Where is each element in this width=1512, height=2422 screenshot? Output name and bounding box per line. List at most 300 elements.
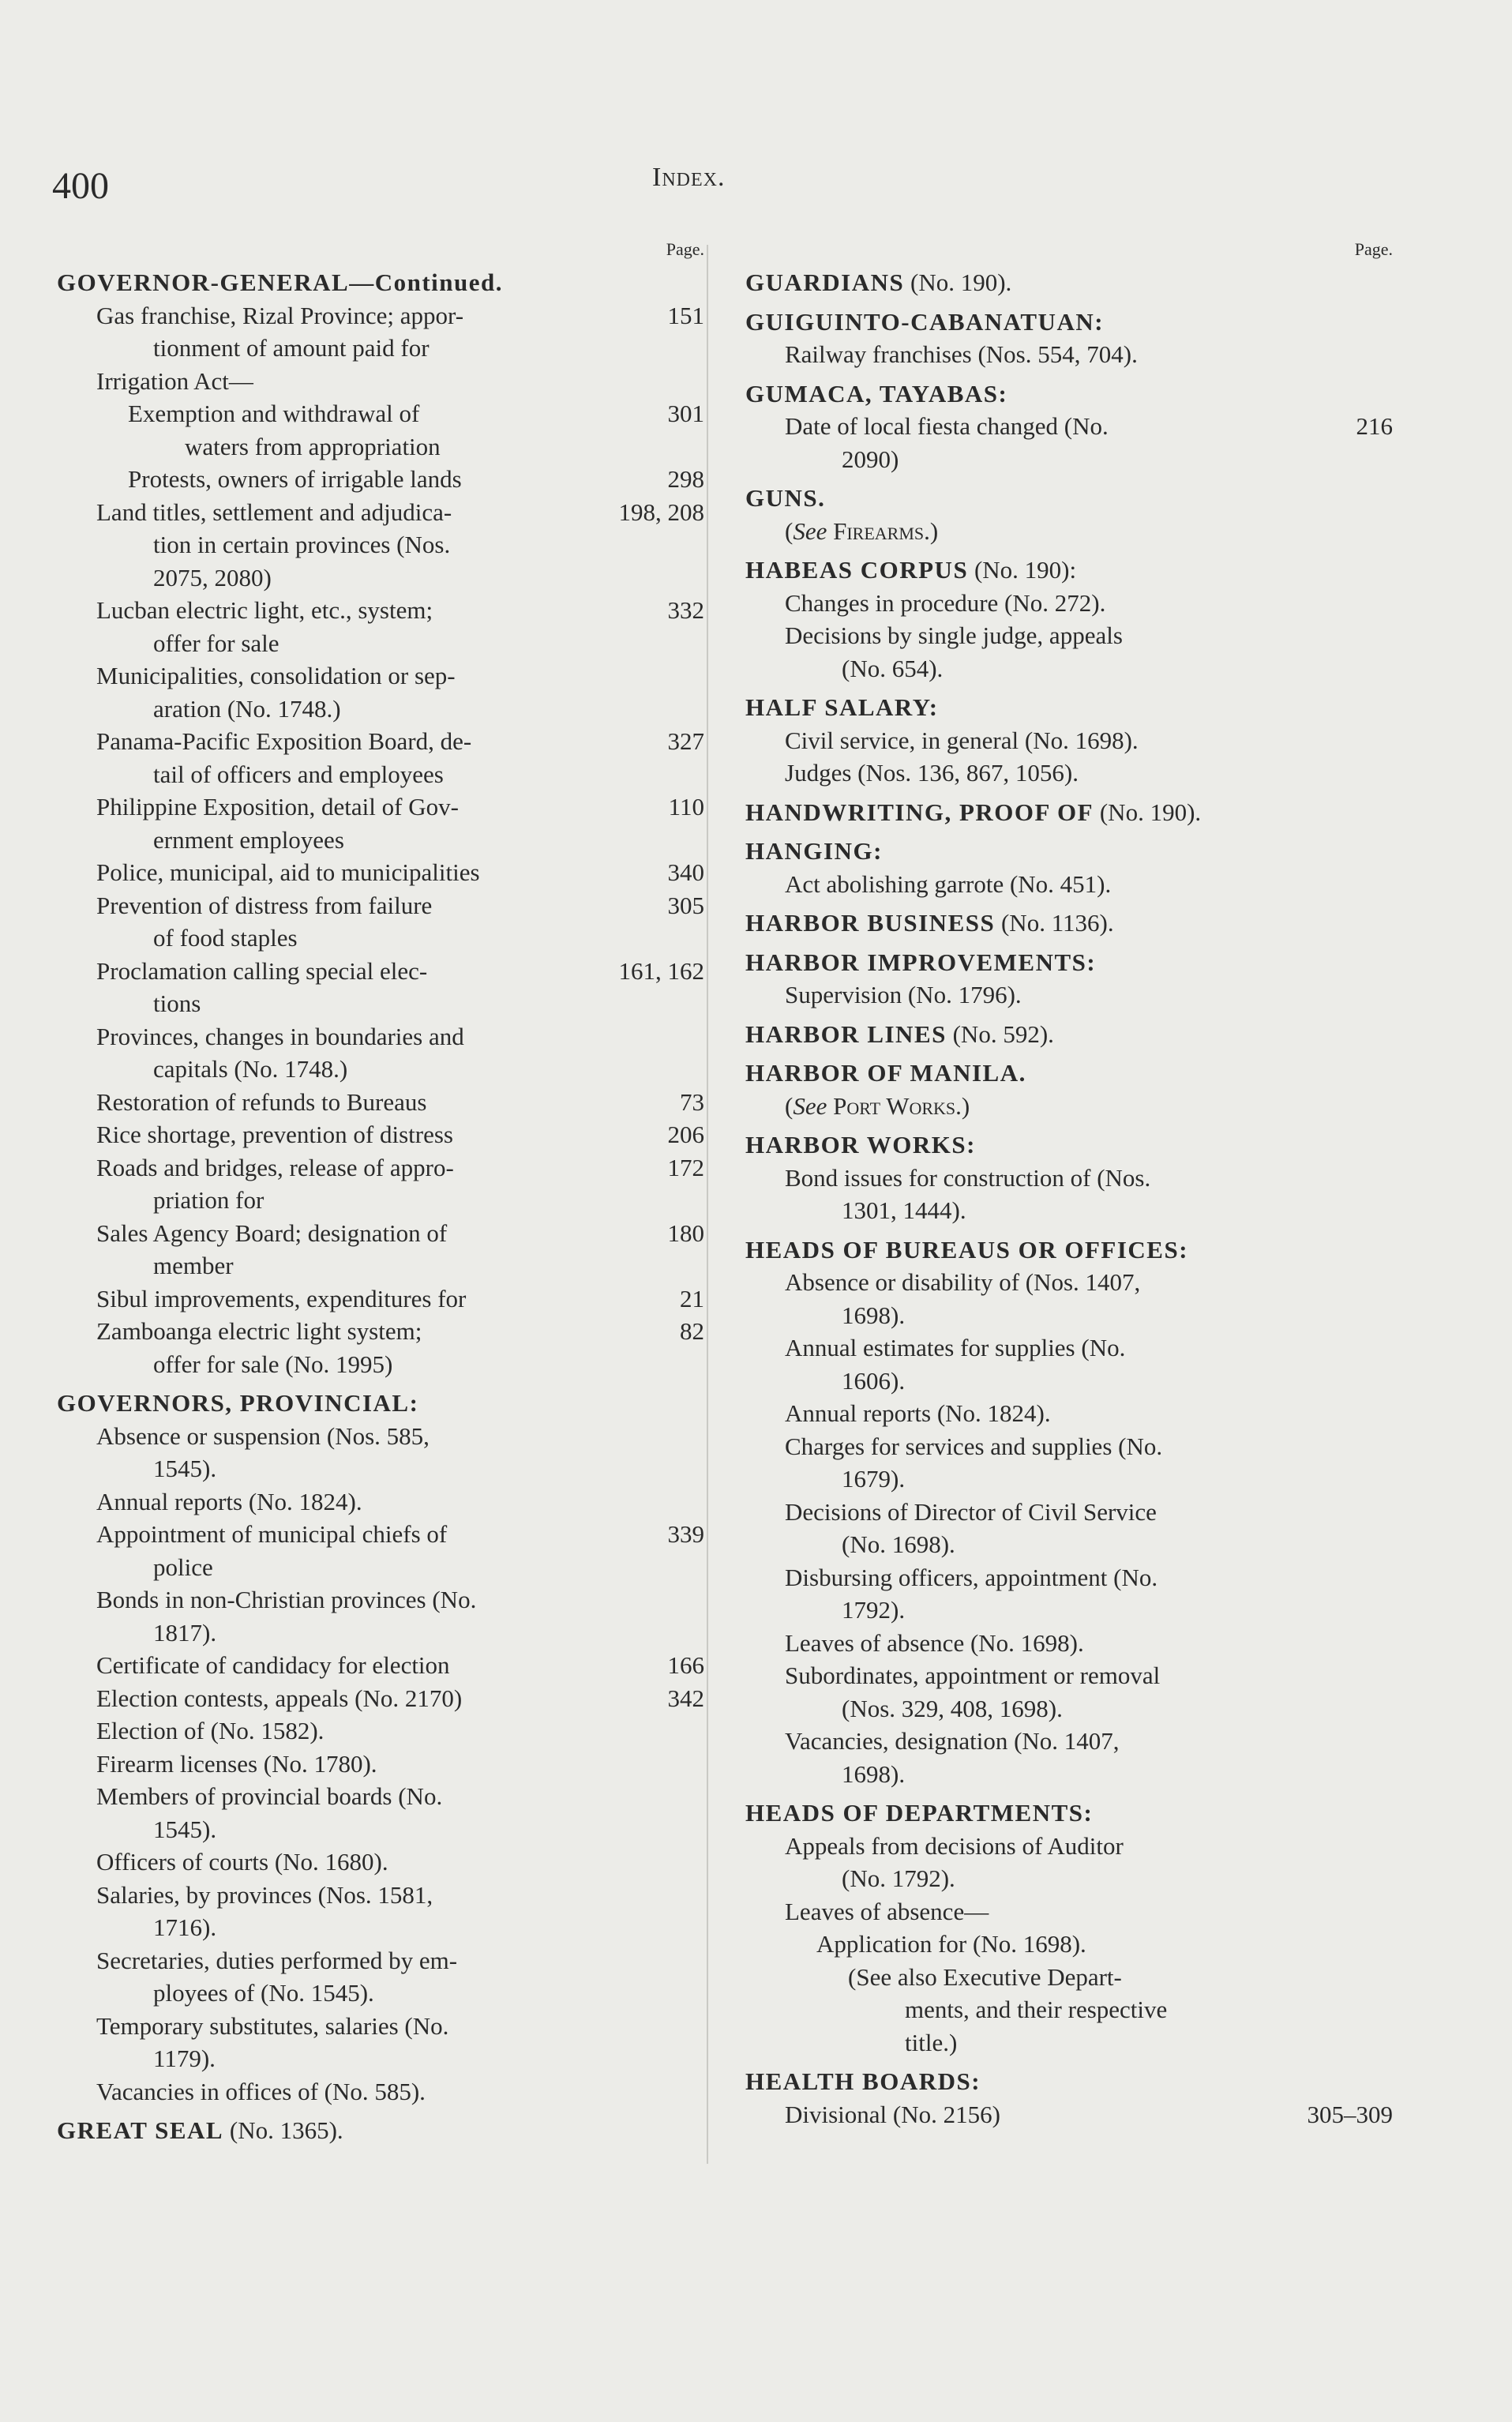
- subentry-text: [848, 1961, 1304, 2060]
- subentry-text: [96, 1780, 616, 1846]
- subentry-line: Roads and bridges, release of appro-: [96, 1153, 454, 1181]
- headword-reference: (No. 190):: [968, 556, 1077, 584]
- entry-heading: [57, 2114, 704, 2147]
- subentry-text: [96, 1151, 616, 1217]
- page-reference: 332: [667, 596, 704, 624]
- subentry-line: tions: [153, 989, 201, 1017]
- subentry-line: Charges for services and supplies (No.: [785, 1432, 1163, 1460]
- subentry-line: Civil service, in general (No. 1698).: [785, 726, 1139, 754]
- index-entry: [57, 1387, 704, 2108]
- subentry-line: Supervision (No. 1796).: [785, 981, 1022, 1008]
- subentry: [745, 338, 1393, 371]
- subentry-text: [96, 790, 616, 856]
- subentry-line: Disbursing officers, appointment (No.: [785, 1563, 1158, 1591]
- subentry-line: Decisions of Director of Civil Service: [785, 1497, 1157, 1526]
- headword: GUNS.: [745, 484, 826, 512]
- subentry-text: [96, 1714, 616, 1748]
- subentry: [57, 1086, 704, 1119]
- index-entry: [745, 377, 1393, 476]
- page-number: 400: [52, 165, 109, 207]
- subentry-line: Certificate of candidacy for election: [96, 1651, 450, 1679]
- subentry: [57, 496, 704, 595]
- subentry: [745, 1430, 1393, 1496]
- subentry-text: [785, 1162, 1304, 1227]
- subentry-line: Philippine Exposition, detail of Gov-: [96, 793, 459, 820]
- subentry: [745, 1830, 1393, 1895]
- subentry-line: tionment of amount paid for: [153, 334, 430, 362]
- entry-spacer: [745, 1012, 1393, 1018]
- entry-spacer: [745, 1050, 1393, 1057]
- subentry: [57, 1485, 704, 1519]
- subentry: [745, 1561, 1393, 1627]
- subentry-line: member: [153, 1252, 234, 1279]
- subentry-text: [785, 1331, 1304, 1397]
- subentry: [745, 1397, 1393, 1430]
- subentry: [745, 1266, 1393, 1331]
- entry-spacer: [745, 940, 1393, 946]
- entry-heading: [57, 1387, 704, 1420]
- page-reference: 21: [680, 1284, 704, 1312]
- subentry-line: Appointment of municipal chiefs of: [96, 1520, 448, 1548]
- index-entry: [745, 1128, 1393, 1227]
- subentry: [57, 1879, 704, 1944]
- page-reference: 198, 208: [618, 498, 704, 526]
- entry-spacer: [57, 2147, 704, 2154]
- subentry: [57, 1151, 704, 1217]
- headword-reference: (No. 190).: [1094, 798, 1202, 826]
- subentry-line: Annual reports (No. 1824).: [785, 1399, 1051, 1427]
- page-reference: 73: [680, 1087, 704, 1116]
- subentry-line: Leaves of absence (No. 1698).: [785, 1628, 1084, 1657]
- subentry-line: 1698).: [842, 1301, 906, 1329]
- entry-spacer: [745, 2059, 1393, 2065]
- index-entry: [57, 266, 704, 1380]
- subentry-text: [785, 978, 1304, 1012]
- headword-reference: (No. 190).: [904, 268, 1012, 296]
- subentry: [57, 1518, 704, 1583]
- entry-heading: [745, 1128, 1393, 1162]
- see-label: See: [793, 516, 827, 545]
- subentry-text: [785, 1659, 1304, 1725]
- headword: GOVERNOR-GENERAL—Continued.: [57, 268, 503, 296]
- subentry-text: [96, 1420, 616, 1485]
- subentry: [745, 757, 1393, 790]
- headword: HARBOR BUSINESS: [745, 909, 996, 937]
- subentry: [57, 594, 704, 659]
- subentry: [745, 724, 1393, 757]
- subentry-line: Protests, owners of irrigable lands: [128, 465, 462, 493]
- subentry-line: offer for sale: [153, 629, 280, 657]
- index-entry: [745, 835, 1393, 900]
- see-target: Firearms: [833, 516, 925, 545]
- subentry-line: Panama-Pacific Exposition Board, de-: [96, 727, 472, 755]
- subentry-line: Annual reports (No. 1824).: [96, 1487, 362, 1515]
- cross-reference: (See Firearms.): [785, 516, 939, 545]
- entry-spacer: [745, 1122, 1393, 1128]
- subentry: [57, 1217, 704, 1282]
- index-entry: [745, 266, 1393, 299]
- headword: HARBOR WORKS:: [745, 1131, 976, 1158]
- subentry-text: [785, 1397, 1304, 1430]
- entry-heading: [57, 266, 704, 299]
- headword: GOVERNORS, PROVINCIAL:: [57, 1389, 419, 1417]
- subentry-line: (No. 654).: [842, 654, 944, 682]
- subentry-text: [128, 463, 616, 496]
- subentry-text: [96, 955, 616, 1020]
- subentry: [57, 463, 704, 496]
- subentry-text: [96, 2075, 616, 2108]
- right-column: [745, 233, 1393, 2137]
- subentry-line: 1716).: [153, 1913, 217, 1941]
- subentry-line: Officers of courts (No. 1680).: [96, 1848, 388, 1876]
- subentry-text: [816, 1928, 1304, 1961]
- headword: HARBOR LINES: [745, 1019, 947, 1048]
- subentry-line: Subordinates, appointment or removal: [785, 1662, 1161, 1689]
- entry-spacer: [745, 685, 1393, 691]
- subentry-line: (No. 1698).: [842, 1530, 955, 1558]
- subentry-text: [128, 397, 616, 463]
- subentry: [57, 397, 704, 463]
- subentry-line: (No. 1792).: [842, 1864, 955, 1892]
- subentry: [745, 1895, 1393, 1928]
- index-entries: [745, 266, 1393, 2137]
- cross-reference: (See Port Works.): [785, 1091, 970, 1120]
- subentry: [57, 1583, 704, 1649]
- entry-heading: [745, 907, 1393, 940]
- subentry: [57, 365, 704, 398]
- subentry-text: [96, 496, 616, 595]
- entry-heading: [745, 946, 1393, 979]
- entry-spacer: [745, 371, 1393, 377]
- subentry-line: of food staples: [153, 924, 298, 952]
- subentry: [57, 790, 704, 856]
- page-column-label: Page.: [666, 239, 704, 259]
- subentry-text: [96, 889, 616, 955]
- headword-reference: (No. 592).: [946, 1019, 1054, 1048]
- index-entry: [745, 691, 1393, 790]
- entry-heading: [745, 1057, 1393, 1090]
- subentry-line: Gas franchise, Rizal Province; appor-: [96, 301, 464, 329]
- subentry-text: [785, 2098, 1304, 2131]
- subentry-line: 1698).: [842, 1759, 906, 1788]
- subentry-text: [785, 1627, 1304, 1660]
- subentry-line: Leaves of absence—: [785, 1897, 989, 1925]
- subentry-line: Temporary substitutes, salaries (No.: [96, 2011, 449, 2040]
- subentry-line: ments, and their respective: [905, 1996, 1168, 2023]
- subentry: [745, 1928, 1393, 1961]
- subentry-line: tail of officers and employees: [153, 760, 444, 788]
- subentry-line: Members of provincial boards (No.: [96, 1782, 443, 1810]
- subentry-line: Date of local fiesta changed (No.: [785, 412, 1109, 440]
- entry-spacer: [57, 2108, 704, 2114]
- subentry-line: 1301, 1444).: [842, 1196, 966, 1224]
- subentry: [57, 1944, 704, 2010]
- index-entry: [745, 554, 1393, 685]
- subentry-line: 1606).: [842, 1366, 906, 1395]
- subentry-line: Decisions by single judge, appeals: [785, 621, 1123, 649]
- subentry-text: [785, 1725, 1304, 1790]
- subentry-line: Exemption and withdrawal of: [128, 400, 420, 427]
- subentry-text: [96, 659, 616, 725]
- page-reference: 166: [667, 1651, 704, 1679]
- index-entry: [57, 2114, 704, 2147]
- page-reference: 206: [667, 1121, 704, 1148]
- subentry-line: title.): [905, 2028, 958, 2056]
- subentry: [745, 1659, 1393, 1725]
- subentry-text: [785, 619, 1304, 685]
- subentry: [57, 1315, 704, 1380]
- subentry: [57, 1714, 704, 1748]
- index-entry: [745, 1234, 1393, 1791]
- entry-spacer: [745, 2131, 1393, 2137]
- subentry-text: [96, 1879, 616, 1944]
- subentry: [745, 1496, 1393, 1561]
- subentry-text: [96, 299, 616, 365]
- subentry: [745, 868, 1393, 901]
- subentry-line: Absence or disability of (Nos. 1407,: [785, 1268, 1141, 1296]
- subentry-text: [96, 1217, 616, 1282]
- page-reference: 301: [667, 400, 704, 427]
- index-entry: [745, 482, 1393, 547]
- index-entry: [745, 796, 1393, 829]
- entry-spacer: [745, 475, 1393, 482]
- subentry-text: [785, 410, 1304, 475]
- subentry-text: [96, 1518, 616, 1583]
- subentry-line: capitals (No. 1748.): [153, 1055, 348, 1083]
- entry-heading: [745, 2065, 1393, 2098]
- entry-heading: [745, 266, 1393, 299]
- subentry-text: [96, 1944, 616, 2010]
- index-entry: [745, 907, 1393, 940]
- subentry-line: 1545).: [153, 1455, 217, 1482]
- subentry-line: 1179).: [153, 2045, 216, 2072]
- subentry-line: Election of (No. 1582).: [96, 1717, 325, 1744]
- subentry-line: Appeals from decisions of Auditor: [785, 1831, 1124, 1860]
- subentry-text: [96, 1846, 616, 1879]
- subentry-line: Election contests, appeals (No. 2170): [96, 1684, 463, 1712]
- entry-spacer: [745, 1790, 1393, 1797]
- subentry: [57, 1780, 704, 1846]
- page-reference: 342: [667, 1684, 704, 1712]
- subentry: [57, 659, 704, 725]
- subentry-line: Firearm licenses (No. 1780).: [96, 1749, 377, 1778]
- subentry: [57, 299, 704, 365]
- index-entry: [745, 306, 1393, 371]
- subentry-text: [96, 365, 616, 398]
- subentry-line: Salaries, by provinces (Nos. 1581,: [96, 1880, 433, 1909]
- subentry-line: Vacancies in offices of (No. 585).: [96, 2077, 426, 2105]
- subentry-line: police: [153, 1553, 213, 1581]
- subentry-line: Zamboanga electric light system;: [96, 1317, 422, 1345]
- subentry-text: [785, 1561, 1304, 1627]
- subentry-text: [96, 1020, 616, 1086]
- entry-heading: [745, 554, 1393, 587]
- page-reference: 298: [667, 465, 704, 493]
- subentry: [57, 1682, 704, 1715]
- entry-spacer: [745, 547, 1393, 554]
- subentry-text: [96, 856, 616, 889]
- subentry-line: Absence or suspension (Nos. 585,: [96, 1421, 430, 1450]
- subentry: [745, 587, 1393, 620]
- subentry-line: Prevention of distress from failure: [96, 891, 433, 919]
- subentry-text: [785, 1266, 1304, 1331]
- subentry: [745, 1961, 1393, 2060]
- entry-heading: [745, 796, 1393, 829]
- subentry-line: Application for (No. 1698).: [816, 1930, 1086, 1958]
- subentry-line: 1679).: [842, 1465, 906, 1493]
- subentry: [57, 725, 704, 790]
- index-entry: [745, 2065, 1393, 2131]
- see-suffix: .): [955, 1091, 970, 1120]
- headword: HEADS OF DEPARTMENTS:: [745, 1799, 1094, 1827]
- subentry-text: [96, 1682, 616, 1715]
- subentry-line: 1817).: [153, 1618, 217, 1647]
- subentry-line: 2075, 2080): [153, 563, 272, 591]
- entry-heading: [745, 1234, 1393, 1267]
- entry-heading: [745, 377, 1393, 411]
- entry-heading: [745, 482, 1393, 515]
- subentry-text: [785, 587, 1304, 620]
- column-divider: [707, 245, 708, 2164]
- index-entry: [745, 1018, 1393, 1051]
- page-reference: 305: [667, 891, 704, 919]
- subentry-text: [96, 1282, 616, 1316]
- subentry: [57, 1748, 704, 1781]
- headword-reference: (No. 1136).: [995, 909, 1114, 937]
- page-reference: 172: [667, 1153, 704, 1181]
- subentry-line: Restoration of refunds to Bureaus: [96, 1087, 427, 1116]
- subentry: [745, 1725, 1393, 1790]
- subentry-line: Vacancies, designation (No. 1407,: [785, 1727, 1120, 1755]
- subentry: [57, 1118, 704, 1151]
- subentry-line: Bonds in non-Christian provinces (No.: [96, 1586, 477, 1613]
- headword: HEALTH BOARDS:: [745, 2067, 981, 2095]
- subentry-line: 1792).: [842, 1596, 906, 1624]
- headword: HEADS OF BUREAUS OR OFFICES:: [745, 1235, 1189, 1264]
- headword: HABEAS CORPUS: [745, 556, 969, 584]
- subentry-text: [96, 1086, 616, 1119]
- subentry-line: Provinces, changes in boundaries and: [96, 1022, 464, 1050]
- subentry-line: (See also Executive Depart-: [848, 1962, 1122, 1991]
- subentry-line: Rice shortage, prevention of distress: [96, 1121, 453, 1148]
- subentry-line: waters from appropriation: [185, 432, 441, 460]
- page-reference: 110: [668, 793, 704, 820]
- subentry-text: [785, 1895, 1304, 1928]
- subentry-text: [785, 338, 1304, 371]
- subentry: [57, 1282, 704, 1316]
- subentry-line: Changes in procedure (No. 272).: [785, 588, 1106, 617]
- see-target: Port Works: [833, 1091, 956, 1120]
- see-suffix: .): [924, 516, 939, 545]
- subentry-line: Municipalities, consolidation or sep-: [96, 662, 456, 689]
- subentry-line: 2090): [842, 445, 899, 473]
- subentry: [57, 955, 704, 1020]
- subentry-line: Proclamation calling special elec-: [96, 956, 428, 985]
- subentry-text: [96, 1485, 616, 1519]
- page-column-label: Page.: [1354, 239, 1393, 259]
- subentry: [57, 1846, 704, 1879]
- subentry-text: [96, 1748, 616, 1781]
- subentry: [57, 2010, 704, 2075]
- subentry: [745, 2098, 1393, 2131]
- left-column: [57, 233, 704, 2154]
- entry-heading: [745, 1797, 1393, 1830]
- subentry-line: Sibul improvements, expenditures for: [96, 1284, 467, 1312]
- headword: HANGING:: [745, 837, 883, 865]
- page-reference: 339: [667, 1520, 704, 1548]
- subentry-text: [96, 725, 616, 790]
- subentry: [745, 1627, 1393, 1660]
- subentry-line: offer for sale (No. 1995): [153, 1350, 393, 1378]
- subentry: [745, 410, 1393, 475]
- entry-spacer: [745, 1227, 1393, 1234]
- subentry-text: [96, 1649, 616, 1682]
- subentry-line: Act abolishing garrote (No. 451).: [785, 869, 1112, 898]
- headword: GUMACA, TAYABAS:: [745, 379, 1008, 407]
- subentry: [745, 1162, 1393, 1227]
- entry-spacer: [57, 1380, 704, 1387]
- subentry: [745, 1331, 1393, 1397]
- subentry-line: Police, municipal, aid to municipalities: [96, 858, 480, 886]
- index-entry: [745, 1797, 1393, 2059]
- entry-heading: [745, 835, 1393, 868]
- subentry-text: [785, 868, 1304, 901]
- page-reference: 161, 162: [618, 956, 704, 985]
- subentry-line: Divisional (No. 2156): [785, 2100, 1000, 2128]
- page-reference: 151: [667, 301, 704, 329]
- subentry-text: [785, 1430, 1304, 1496]
- subentry-text: [96, 594, 616, 659]
- index-entry: [745, 946, 1393, 1012]
- index-entry: [745, 1057, 1393, 1122]
- headword: HARBOR OF MANILA.: [745, 1059, 1026, 1087]
- subentry: [57, 2075, 704, 2108]
- headword: HANDWRITING, PROOF OF: [745, 798, 1094, 826]
- headword: GUIGUINTO-CABANATUAN:: [745, 307, 1105, 336]
- subentry-line: ployees of (No. 1545).: [153, 1979, 374, 2007]
- page-reference: 216: [1356, 412, 1393, 440]
- page-reference: 305–309: [1307, 2100, 1393, 2128]
- subentry-text: [96, 1583, 616, 1649]
- subentry-line: Railway franchises (Nos. 554, 704).: [785, 340, 1138, 368]
- subentry-text: [96, 1315, 616, 1380]
- subentry-line: Sales Agency Board; designation of: [96, 1219, 448, 1247]
- subentry-text: [785, 1830, 1304, 1895]
- subentry-line: 1545).: [153, 1815, 217, 1843]
- headword: GUARDIANS: [745, 268, 905, 296]
- subentry-line: Lucban electric light, etc., system;: [96, 596, 433, 624]
- subentry: [57, 856, 704, 889]
- subentry-line: Irrigation Act—: [96, 366, 253, 395]
- subentry: [57, 1020, 704, 1086]
- subentry-text: [96, 1118, 616, 1151]
- subentry-line: priation for: [153, 1186, 265, 1214]
- entry-spacer: [745, 900, 1393, 907]
- subentry-text: [785, 757, 1304, 790]
- page-reference: 82: [680, 1317, 704, 1345]
- subentry: [57, 1420, 704, 1485]
- subentry-line: (Nos. 329, 408, 1698).: [842, 1694, 1063, 1722]
- subentry-line: ernment employees: [153, 825, 344, 854]
- subentry-line: aration (No. 1748.): [153, 694, 341, 723]
- entry-heading: [745, 306, 1393, 339]
- subentry: [57, 1649, 704, 1682]
- subentry: [745, 978, 1393, 1012]
- headword: HALF SALARY:: [745, 693, 939, 721]
- headword-reference: (No. 1365).: [223, 2116, 343, 2144]
- see-label: See: [793, 1091, 827, 1120]
- headword: HARBOR IMPROVEMENTS:: [745, 948, 1097, 976]
